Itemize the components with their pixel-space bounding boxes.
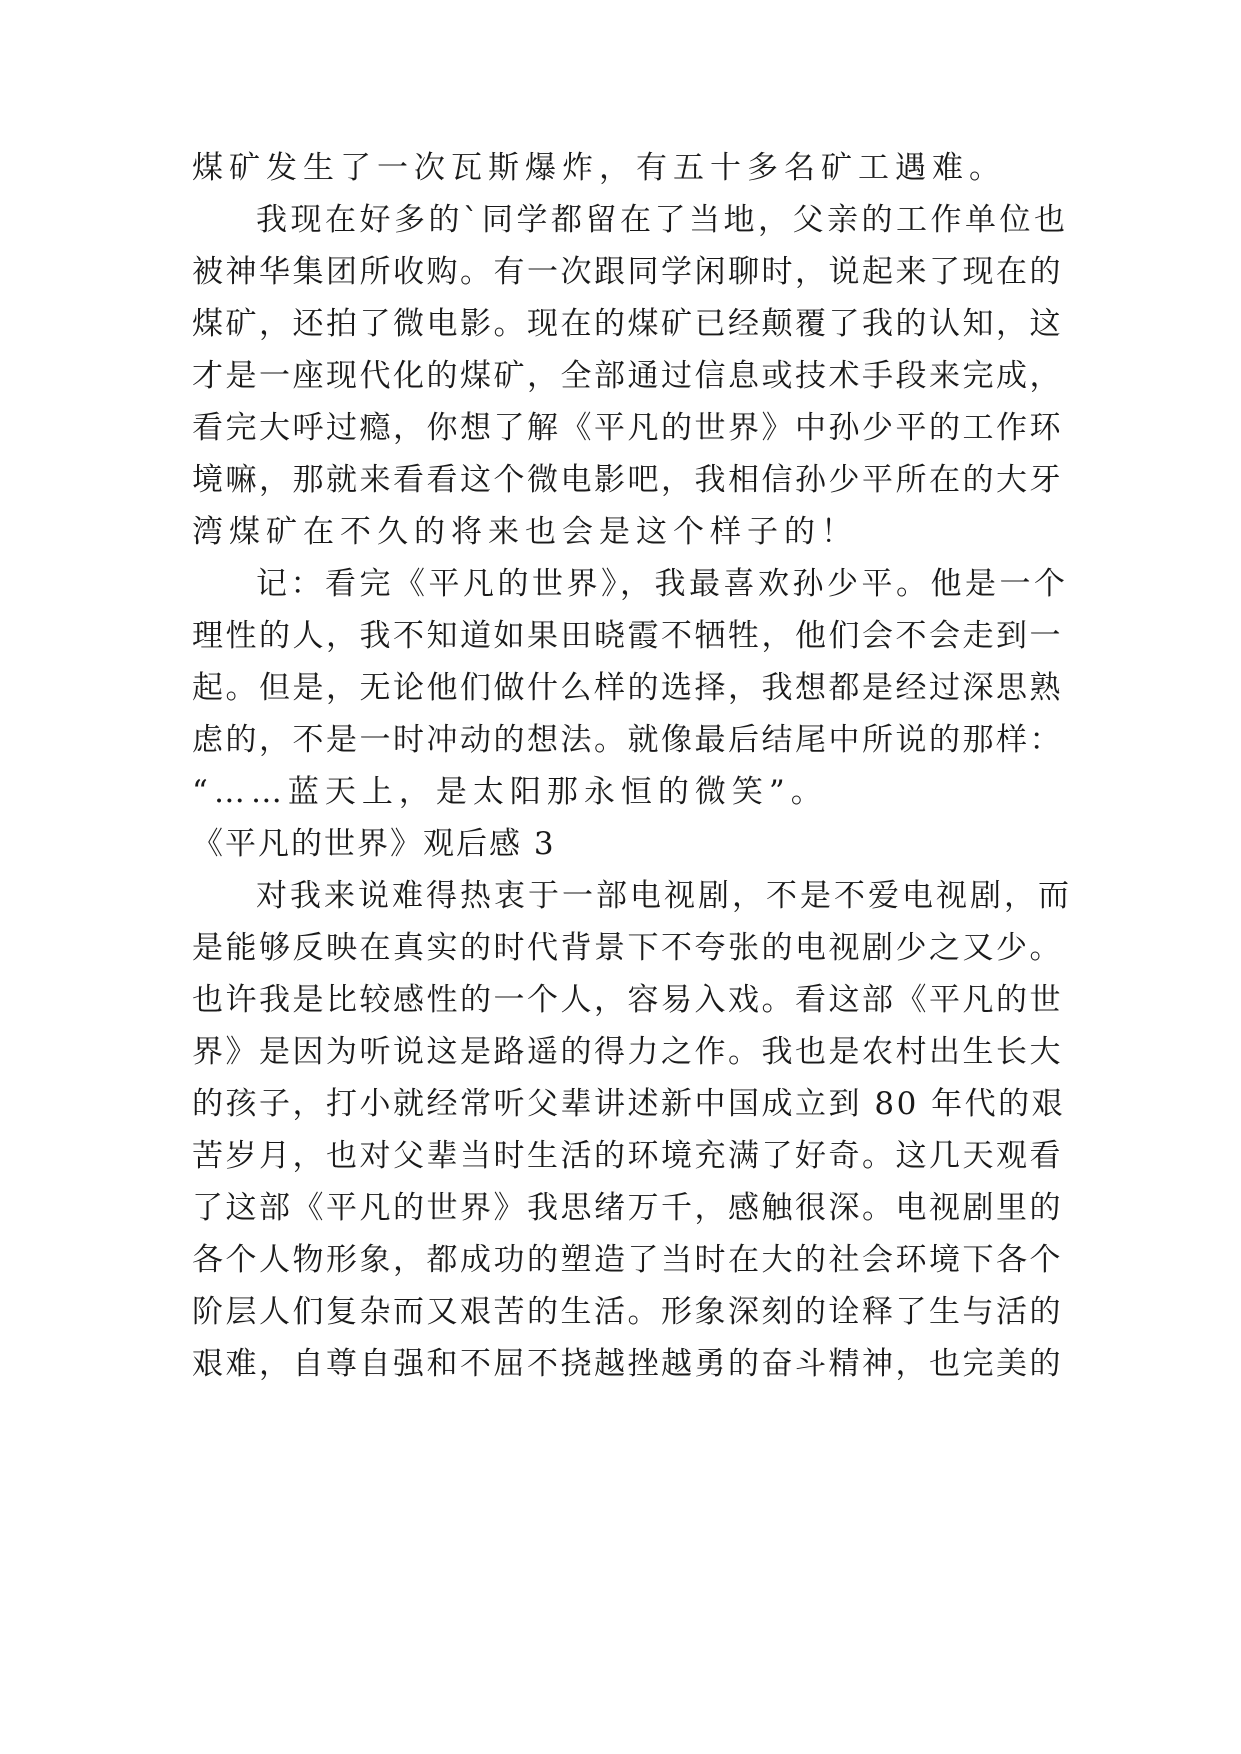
paragraph-line: 了这部《平凡的世界》我思绪万千，感触很深。电视剧里的 [192,1190,1063,1226]
paragraph-line: “……蓝天上，是太阳那永恒的微笑”。 [192,774,828,810]
paragraph-line: 的孩子，打小就经常听父辈讲述新中国成立到 80 年代的艰 [192,1086,1066,1122]
paragraph-line: 也许我是比较感性的一个人，容易入戏。看这部《平凡的世 [192,982,1063,1018]
paragraph-line: 被神华集团所收购。有一次跟同学闲聊时，说起来了现在的 [192,254,1063,290]
paragraph-line: 起。但是，无论他们做什么样的选择，我想都是经过深思熟 [192,670,1063,706]
section-heading: 《平凡的世界》观后感 3 [192,826,556,862]
paragraph-line: 苦岁月，也对父辈当时生活的环境充满了好奇。这几天观看 [192,1138,1063,1174]
paragraph-line: 才是一座现代化的煤矿，全部通过信息或技术手段来完成， [192,358,1063,394]
paragraph-line: 湾煤矿在不久的将来也会是这个样子的！ [192,514,858,550]
paragraph-line: 各个人物形象，都成功的塑造了当时在大的社会环境下各个 [192,1242,1063,1278]
paragraph-line: 看完大呼过瘾，你想了解《平凡的世界》中孙少平的工作环 [192,410,1063,446]
paragraph-line: 界》是因为听说这是路遥的得力之作。我也是农村出生长大 [192,1034,1063,1070]
paragraph-line: 记：看完《平凡的世界》，我最喜欢孙少平。他是一个 [256,566,1069,602]
paragraph-line: 煤矿，还拍了微电影。现在的煤矿已经颠覆了我的认知，这 [192,306,1063,342]
paragraph-line: 虑的，不是一时冲动的想法。就像最后结尾中所说的那样： [192,722,1063,758]
paragraph-line: 对我来说难得热衷于一部电视剧，不是不爱电视剧，而 [256,878,1072,914]
paragraph-line: 境嘛，那就来看看这个微电影吧，我相信孙少平所在的大牙 [192,462,1063,498]
paragraph-line: 煤矿发生了一次瓦斯爆炸，有五十多名矿工遇难。 [192,150,1006,186]
paragraph-line: 是能够反映在真实的时代背景下不夸张的电视剧少之又少。 [192,930,1063,966]
paragraph-line: 艰难，自尊自强和不屈不挠越挫越勇的奋斗精神，也完美的 [192,1346,1063,1382]
paragraph-line: 我现在好多的`同学都留在了当地，父亲的工作单位也 [256,202,1069,238]
paragraph-line: 理性的人，我不知道如果田晓霞不牺牲，他们会不会走到一 [192,618,1063,654]
paragraph-line: 阶层人们复杂而又艰苦的生活。形象深刻的诠释了生与活的 [192,1294,1063,1330]
